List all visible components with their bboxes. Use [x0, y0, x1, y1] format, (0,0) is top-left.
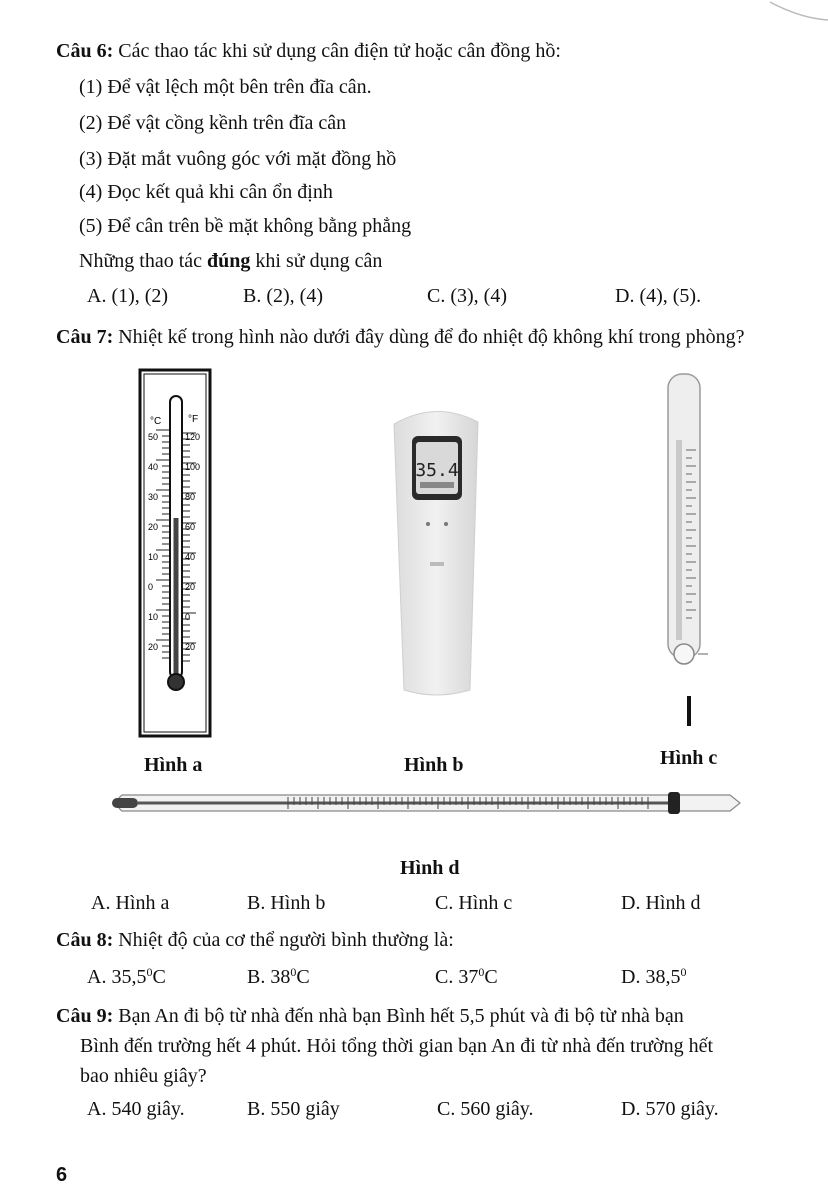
question-7-stem — [56, 326, 745, 349]
celsius-tick-label: 0 — [148, 582, 154, 592]
celsius-tick-label: 20 — [148, 642, 159, 652]
q6-item-1: (1) Để vật lệch một bên trên đĩa cân. — [79, 76, 372, 98]
celsius-tick-label: 40 — [148, 462, 159, 472]
caption-hinh-c: Hình c — [660, 747, 718, 769]
fahrenheit-tick-label: 20 — [185, 582, 196, 592]
thermometer-d-image — [108, 788, 748, 818]
q8-a-value: A. 35,5 — [87, 966, 147, 988]
q6-item-2: (2) Để vật cồng kềnh trên đĩa cân — [79, 112, 347, 134]
q6-item-4: (4) Đọc kết quả khi cân ổn định — [79, 181, 333, 203]
question-8-label: Câu 8: — [56, 929, 114, 951]
q8-b-value: B. 38 — [247, 966, 291, 988]
thermo-a-unit-c: °C — [150, 416, 162, 427]
q8-a-degree: 0 — [146, 965, 153, 979]
q6-option-c[interactable]: C. (3), (4) — [427, 285, 507, 307]
q8-option-d[interactable] — [621, 965, 686, 989]
question-9-text-line-3: bao nhiêu giây? — [80, 1065, 207, 1087]
q8-c-degree: 0 — [478, 965, 485, 979]
thermometer-a-image — [138, 368, 212, 738]
celsius-tick-label: 20 — [148, 522, 159, 532]
q6-prompt-start: Những thao tác — [79, 250, 208, 272]
celsius-tick-label: 50 — [148, 432, 159, 442]
fahrenheit-tick-label: 100 — [185, 462, 201, 472]
question-9-stem-line-1 — [56, 1005, 684, 1028]
q6-option-a[interactable]: A. (1), (2) — [87, 285, 169, 307]
thermo-b-display: 35.4 — [415, 460, 459, 481]
caption-hinh-a: Hình a — [144, 754, 203, 776]
q8-c-unit: C — [484, 966, 498, 988]
q6-prompt — [79, 250, 382, 273]
question-9-text-line-1: Bạn An đi bộ từ nhà đến nhà bạn Bình hết 5,5 phút và đi bộ từ nhà bạn — [113, 1005, 684, 1027]
q6-prompt-emphasis: đúng — [207, 250, 251, 272]
celsius-tick-label: 10 — [148, 612, 159, 622]
q8-b-unit: C — [296, 966, 310, 988]
question-7-text: Nhiệt kế trong hình nào dưới đây dùng để đo nhiệt độ không khí trong phòng? — [113, 326, 745, 348]
fahrenheit-tick-label: 40 — [185, 552, 196, 562]
q8-c-value: C. 37 — [435, 966, 479, 988]
q9-option-a[interactable]: A. 540 giây. — [87, 1098, 185, 1120]
thermometer-b-image — [388, 402, 484, 698]
question-6-label: Câu 6: — [56, 40, 114, 62]
question-7-label: Câu 7: — [56, 326, 114, 348]
fahrenheit-tick-label: 0 — [185, 612, 191, 622]
q6-option-d[interactable]: D. (4), (5). — [615, 285, 702, 307]
q8-d-degree: 0 — [680, 965, 687, 979]
celsius-tick-label: 10 — [148, 552, 159, 562]
question-6-stem — [56, 40, 561, 63]
celsius-tick-label: 30 — [148, 492, 159, 502]
fahrenheit-tick-label: 80 — [185, 492, 196, 502]
page-curl-decoration — [770, 0, 828, 28]
thermo-a-unit-f: °F — [188, 414, 199, 425]
question-9-label: Câu 9: — [56, 1005, 114, 1027]
page-number: 6 — [56, 1164, 68, 1186]
q7-option-a[interactable]: A. Hình a — [91, 892, 170, 914]
question-9-text-line-2: Bình đến trường hết 4 phút. Hỏi tổng thời gian bạn An đi từ nhà đến trường hết — [80, 1035, 714, 1057]
q8-d-value: D. 38,5 — [621, 966, 681, 988]
q7-option-d[interactable]: D. Hình d — [621, 892, 701, 914]
q7-option-b[interactable]: B. Hình b — [247, 892, 326, 914]
thermometer-c-image — [654, 370, 714, 740]
question-8-text: Nhiệt độ của cơ thể người bình thường là: — [113, 929, 454, 951]
q9-option-b[interactable]: B. 550 giây — [247, 1098, 340, 1120]
q9-option-d[interactable]: D. 570 giây. — [621, 1098, 719, 1120]
fahrenheit-tick-label: 120 — [185, 432, 201, 442]
fahrenheit-tick-label: 60 — [185, 522, 196, 532]
q8-option-c[interactable] — [435, 965, 498, 989]
q7-option-c[interactable]: C. Hình c — [435, 892, 513, 914]
caption-hinh-d: Hình d — [400, 857, 460, 879]
q8-b-degree: 0 — [290, 965, 297, 979]
q6-prompt-end: khi sử dụng cân — [250, 250, 383, 272]
question-6-text: Các thao tác khi sử dụng cân điện tử hoặc cân đồng hồ: — [113, 40, 561, 62]
fahrenheit-tick-label: 20 — [185, 642, 196, 652]
q8-option-b[interactable] — [247, 965, 310, 989]
caption-hinh-b: Hình b — [404, 754, 464, 776]
q6-item-3: (3) Đặt mắt vuông góc với mặt đồng hồ — [79, 148, 397, 170]
q6-item-5: (5) Để cân trên bề mặt không bằng phẳng — [79, 215, 412, 237]
q8-option-a[interactable] — [87, 965, 166, 989]
q6-option-b[interactable]: B. (2), (4) — [243, 285, 323, 307]
q8-a-unit: C — [152, 966, 166, 988]
q9-option-c[interactable]: C. 560 giây. — [437, 1098, 534, 1120]
question-8-stem — [56, 929, 454, 952]
